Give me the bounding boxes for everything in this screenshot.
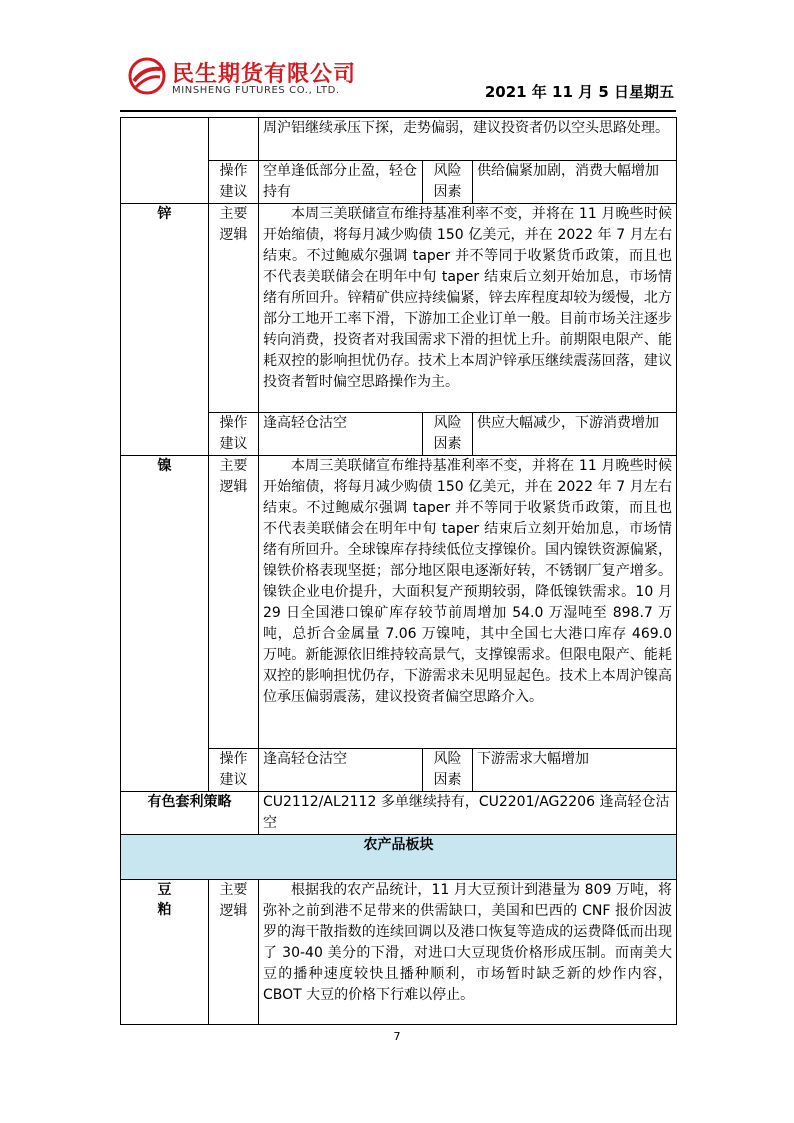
aluminum-op-label: 操作建议: [209, 161, 259, 204]
zinc-op-text: 逢高轻仓沽空: [259, 413, 423, 456]
nickel-section-name: 镍: [121, 456, 209, 792]
soy-logic-label: 主要逻辑: [209, 880, 259, 1025]
zinc-logic-label: 主要逻辑: [209, 204, 259, 413]
zinc-risk-text: 供应大幅减少，下游消费增加: [473, 413, 677, 456]
zinc-logic-row: [121, 204, 677, 413]
aluminum-risk-label: 风险因素: [423, 161, 473, 204]
logo-chinese-name: 民生期货有限公司: [172, 62, 357, 87]
soy-logic-text: [259, 880, 677, 1025]
nickel-risk-label: 风险因素: [423, 749, 473, 792]
aluminum-logic-text: 周沪铝继续承压下探，走势偏弱，建议投资者仍以空头思路处理。: [259, 118, 677, 161]
zinc-risk-label: 风险因素: [423, 413, 473, 456]
zinc-logic-paragraph: 本周三美联储宣布维持基准利率不变，并将在 11 月晚些时候开始缩债，将每月减少购债 150 亿美元，并在 2022 年 7 月左右结束。不过鲍威尔强调 taper 并不等同于收紧货币政策，而且也不代表美联储会在明年中旬 taper 结束后立刻开始加息，市场情绪有所回升。锌精矿供应持续偏紧，锌去库程度却较为缓慢，北方部分工地开工率下滑，下游加工企业订单一般。目前市场关注逐步转向消费，投资者对我国需求下滑的担忧上升。前期限电限产、能耗双控的影响担忧仍存。技术上本周沪锌承压继续震荡回落，建议投资者暂时偏空思路操作为主。: [263, 206, 673, 390]
zinc-logic-text: [259, 204, 677, 413]
nickel-risk-text: 下游需求大幅增加: [473, 749, 677, 792]
zinc-op-label: 操作建议: [209, 413, 259, 456]
report-date: 2021 年 11 月 5 日星期五: [484, 83, 674, 101]
nickel-op-label: 操作建议: [209, 749, 259, 792]
zinc-section-name: 锌: [121, 204, 209, 456]
strategy-label: 有色套利策略: [121, 792, 259, 835]
nickel-logic-text: [259, 456, 677, 749]
nickel-op-text: 逢高轻仓沽空: [259, 749, 423, 792]
company-logo: [128, 55, 368, 105]
logo-english-name: MINSHENG FUTURES CO., LTD.: [172, 85, 340, 96]
soy-section-label: 豆粕: [157, 882, 172, 918]
commodity-analysis-table: [120, 117, 677, 1025]
soy-logic-paragraph: 根据我的农产品统计，11 月大豆预计到港量为 809 万吨，将弥补之前到港不足带来的供需缺口，美国和巴西的 CNF 报价因波罗的海干散指数的连续回调以及港口恢复等造成的运费降低而出现了 30-40 美分的下滑，对进口大豆现货价格形成压制。而南美大豆的播种速度较快且播种顺利，市场暂时缺乏新的炒作内容，CBOT 大豆的价格下行难以停止。: [263, 882, 673, 1003]
nickel-logic-paragraph: 本周三美联储宣布维持基准利率不变，并将在 11 月晚些时候开始缩债，将每月减少购债 150 亿美元，并在 2022 年 7 月左右结束。不过鲍威尔强调 taper 并不等同于收紧货币政策，而且也不代表美联储会在明年中旬 taper 结束后立刻开始加息，市场情绪有所回升。全球镍库存持续低位支撑镍价。国内镍铁资源偏紧，镍铁价格表现坚挺；部分地区限电逐渐好转，不锈钢厂复产增多。镍铁企业电价提升，大面积复产预期较弱，降低镍铁需求。10 月 29 日全国港口镍矿库存较节前周增加 54.0 万湿吨至 898.7 万吨，总折合金属量 7.06 万镍吨，其中全国七大港口库存 469.0 万吨。新能源依旧维持较高景气，支撑镍需求。但限电限产、能耗双控的影响担忧仍存，下游需求未见明显起色。技术上本周沪镍高位承压偏弱震荡，建议投资者偏空思路介入。: [263, 458, 673, 705]
aluminum-logic-label: [209, 118, 259, 161]
aluminum-risk-text: 供给偏紧加剧，消费大幅增加: [473, 161, 677, 204]
minsheng-logo-icon: [128, 57, 166, 95]
agri-section-title: 农产品板块: [121, 835, 677, 880]
aluminum-section-cell: [121, 118, 209, 204]
header-divider: [120, 110, 676, 112]
page-number: 7: [393, 1030, 401, 1043]
page-header: [120, 55, 676, 113]
soy-logic-row: [121, 880, 677, 1025]
soy-section-name: [121, 880, 209, 1025]
strategy-row: [121, 792, 677, 835]
aluminum-logic-row: [121, 118, 677, 161]
aluminum-op-text: 空单逢低部分止盈，轻仓持有: [259, 161, 423, 204]
nickel-logic-row: [121, 456, 677, 749]
strategy-text: CU2112/AL2112 多单继续持有，CU2201/AG2206 逢高轻仓沽空: [259, 792, 677, 835]
nickel-logic-label: 主要逻辑: [209, 456, 259, 749]
agri-band-row: [121, 835, 677, 880]
